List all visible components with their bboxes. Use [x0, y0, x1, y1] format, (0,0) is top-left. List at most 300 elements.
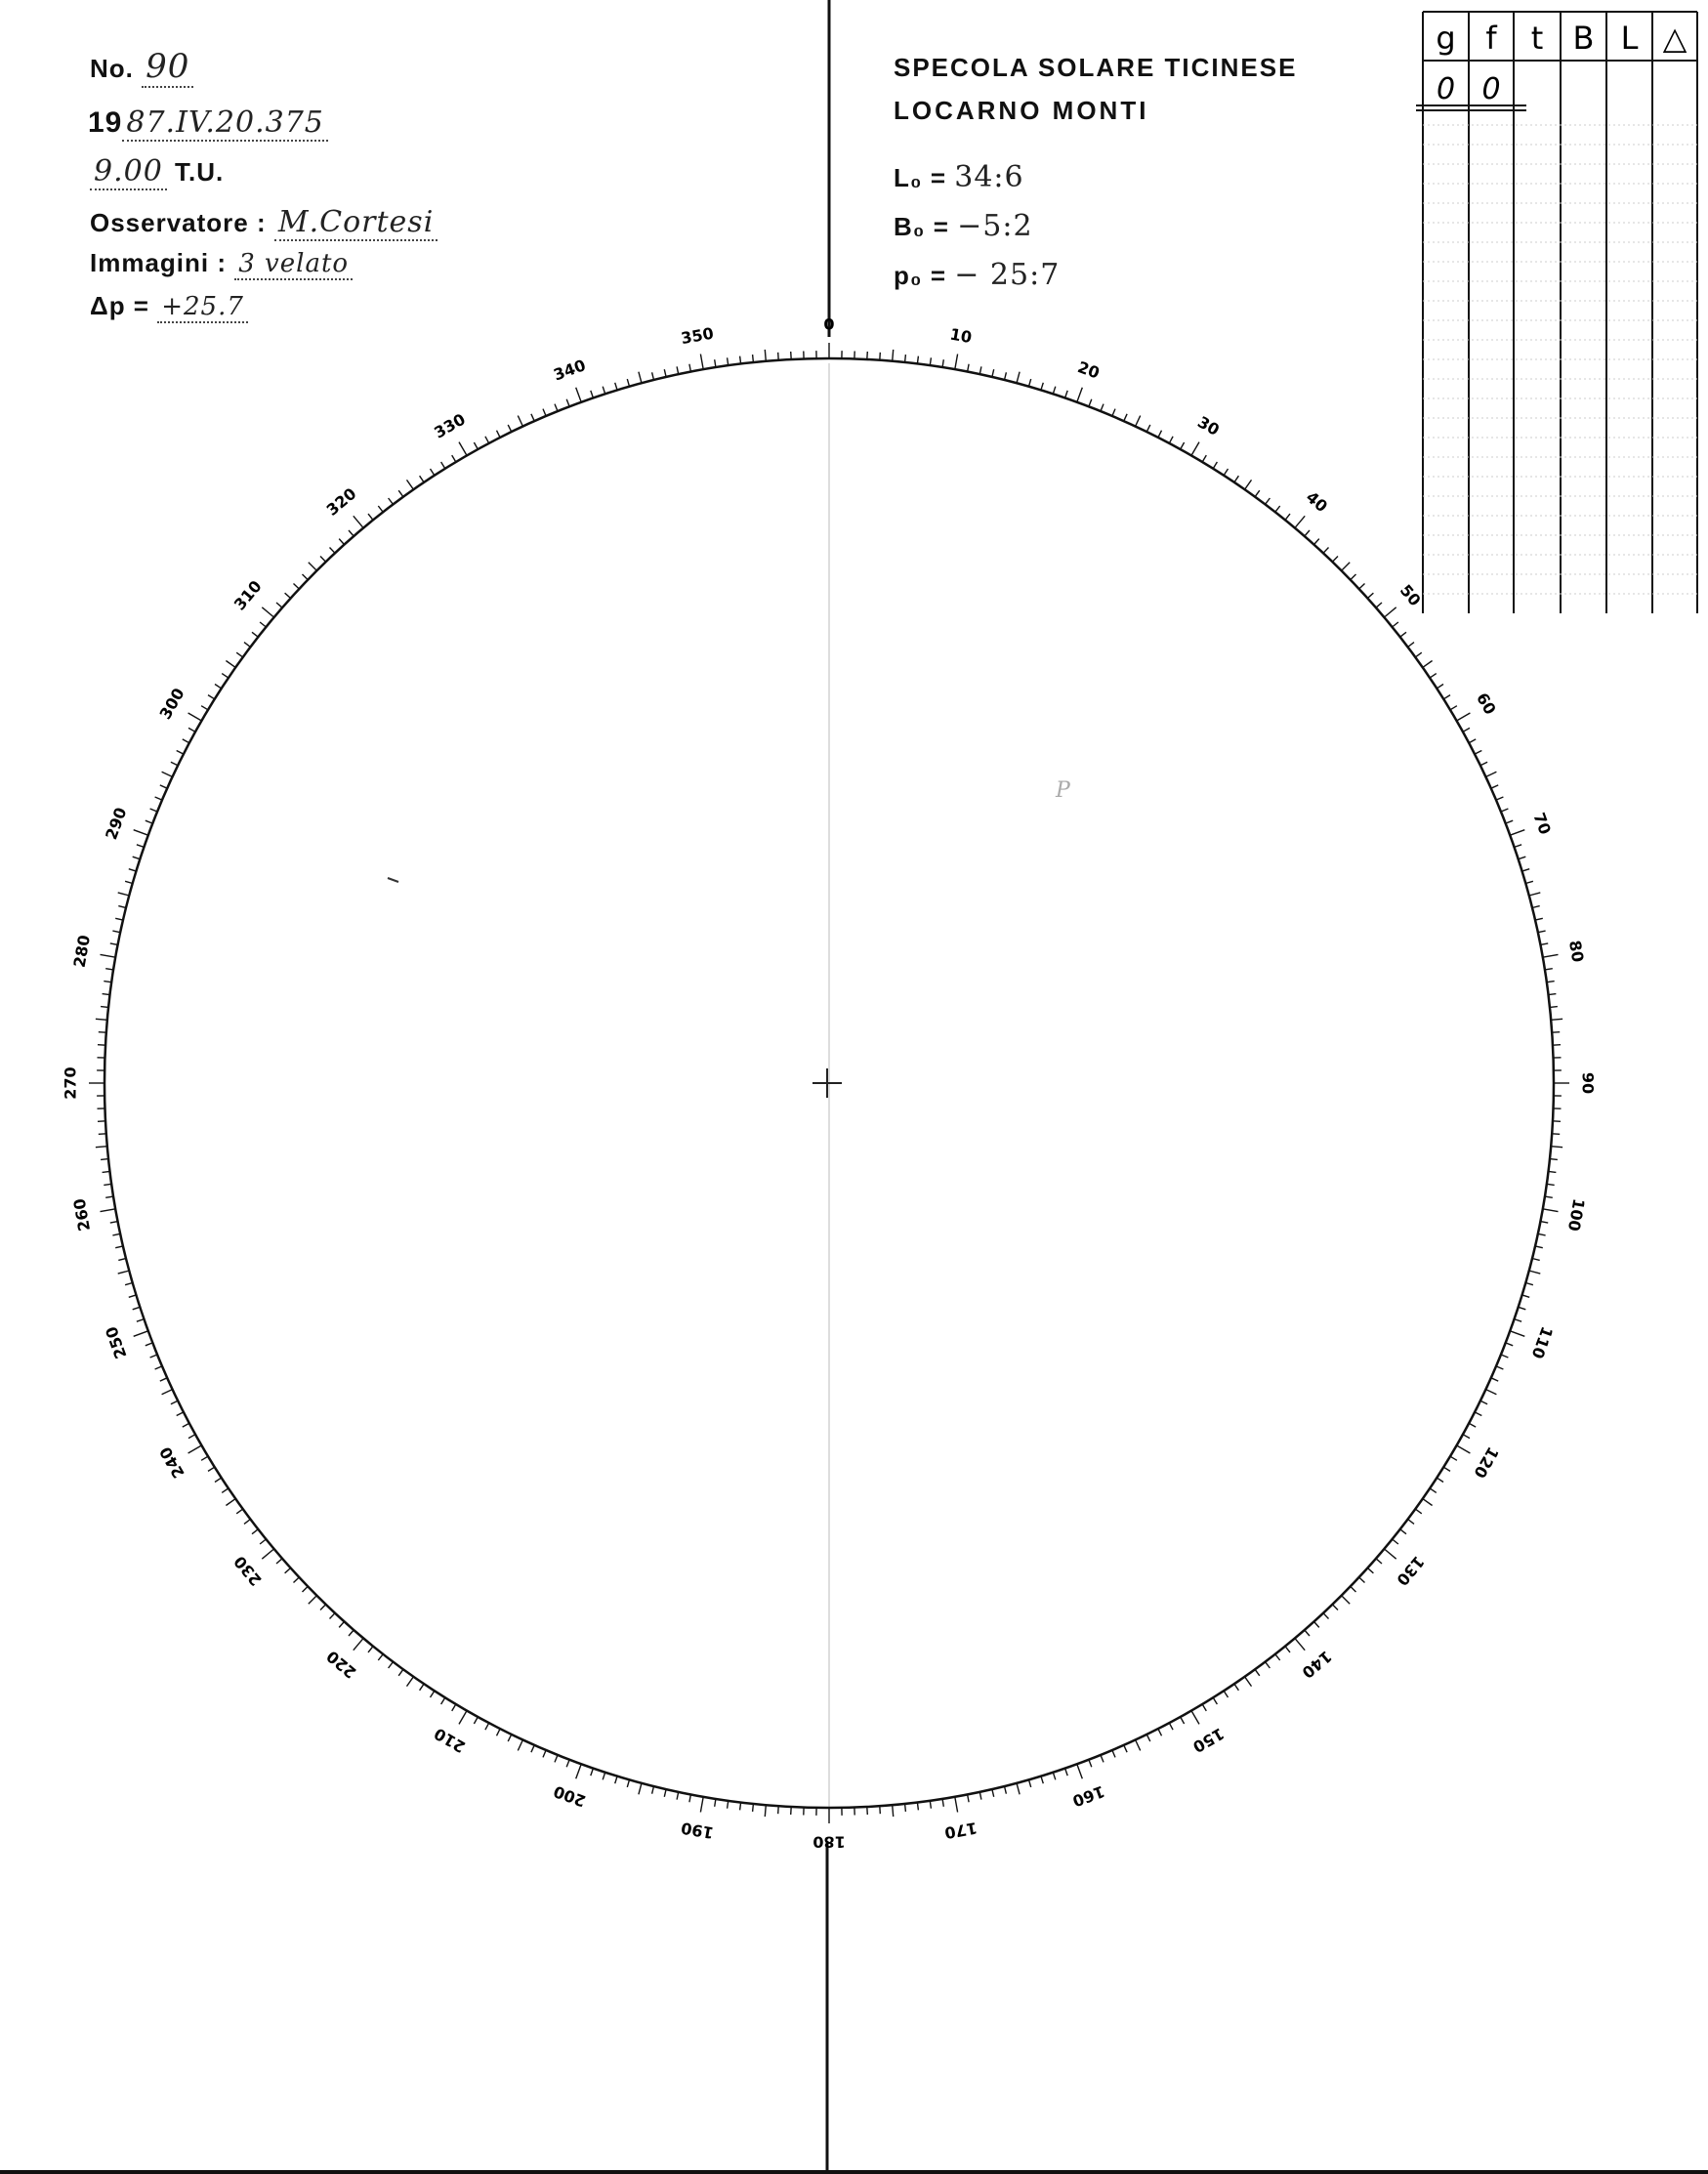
- dial-tick: [791, 352, 792, 359]
- dial-tick: [639, 1783, 642, 1795]
- dial-tick: [942, 359, 943, 367]
- dial-tick: [591, 1769, 594, 1777]
- dial-tick: [285, 593, 291, 598]
- dial-tick: [1169, 437, 1173, 443]
- dial-tick-label: 10: [948, 324, 974, 348]
- dial-tick: [101, 1209, 116, 1212]
- dial-tick: [1367, 593, 1373, 598]
- dial-tick: [1367, 1568, 1373, 1573]
- dial-tick: [1480, 1401, 1487, 1404]
- dial-tick: [1510, 830, 1524, 836]
- dial-tick: [1041, 383, 1043, 391]
- dial-tick: [753, 1804, 754, 1812]
- dial-tick: [652, 372, 654, 380]
- dial-tick: [222, 1488, 229, 1493]
- dial-tick: [294, 1577, 300, 1583]
- dial-tick: [1415, 1509, 1422, 1514]
- dial-tick: [1136, 1740, 1141, 1751]
- dial-tick: [1089, 399, 1092, 407]
- dial-tick: [183, 739, 189, 743]
- dial-tick: [115, 1246, 123, 1248]
- dial-tick: [1486, 1390, 1497, 1395]
- dial-tick: [1384, 607, 1396, 617]
- dial-tick-label: 90: [1578, 1071, 1598, 1095]
- dial-tick: [452, 455, 456, 462]
- dial-tick: [1393, 622, 1398, 627]
- dial-tick: [1332, 557, 1338, 563]
- dial-tick: [129, 1295, 137, 1297]
- dial-tick: [603, 387, 605, 395]
- dial-tick: [1529, 1271, 1541, 1274]
- dial-tick: [354, 1638, 363, 1650]
- dial-tick: [576, 1764, 582, 1778]
- table-cell: 0: [1436, 72, 1456, 106]
- dial-tick: [1430, 674, 1437, 679]
- dial-tick: [236, 1509, 243, 1514]
- dial-tick: [118, 893, 130, 896]
- dial-tick: [103, 994, 110, 995]
- dial-tick: [134, 830, 148, 836]
- dial-tick: [125, 881, 133, 883]
- dial-tick: [155, 797, 162, 800]
- dial-tick: [1181, 1717, 1185, 1724]
- dial-tick: [1538, 931, 1546, 933]
- table-cell: 0: [1481, 72, 1501, 106]
- dial-tick: [1224, 469, 1228, 476]
- dial-tick: [1384, 1549, 1396, 1559]
- dial-tick: [452, 1704, 456, 1711]
- number-value: 90: [142, 47, 193, 88]
- observer-value: M.Cortesi: [274, 205, 437, 241]
- dial-tick: [1532, 906, 1540, 908]
- dial-tick: [1515, 845, 1522, 848]
- dial-tick: [244, 643, 250, 648]
- dial-tick: [177, 1412, 184, 1416]
- dial-tick: [162, 1390, 173, 1395]
- dial-tick: [1359, 1577, 1365, 1583]
- dial-tick: [1351, 1586, 1356, 1592]
- dial-tick-label: 60: [1473, 690, 1500, 718]
- dial-tick: [339, 1621, 344, 1627]
- dial-tick: [1053, 1773, 1056, 1780]
- dial-tick: [105, 969, 113, 970]
- dial-tick: [867, 1807, 868, 1815]
- dial-tick: [652, 1786, 654, 1794]
- dial-tick: [201, 1456, 208, 1460]
- dial-tick: [171, 1401, 178, 1404]
- dial-tick: [1342, 1596, 1351, 1605]
- dial-tick: [1029, 379, 1031, 387]
- dial-tick: [98, 1045, 105, 1046]
- dial-tick: [98, 1121, 105, 1122]
- dial-tick: [1469, 739, 1476, 743]
- dial-tick: [215, 1478, 222, 1482]
- dial-tick: [155, 1366, 162, 1369]
- dial-tick: [1202, 455, 1206, 462]
- dial-tick: [1519, 857, 1526, 859]
- dial-tick: [1266, 498, 1271, 504]
- dial-tick: [1275, 1654, 1280, 1660]
- dial-tick-label: 220: [322, 1647, 360, 1683]
- dial-tick: [917, 356, 918, 364]
- dial-tick: [1510, 1331, 1524, 1337]
- dial-tick: [728, 357, 729, 365]
- dial-tick: [459, 1711, 467, 1725]
- dial-tick: [162, 772, 173, 776]
- dial-tick: [1545, 969, 1553, 970]
- dial-tick: [133, 857, 141, 859]
- dial-tick: [1017, 1783, 1020, 1795]
- dial-tick: [700, 355, 703, 370]
- dial-tick: [778, 1806, 779, 1814]
- dial-tick: [146, 1343, 153, 1346]
- dial-tick: [1540, 1222, 1548, 1224]
- dial-tick: [1213, 462, 1217, 469]
- dial-tick: [1496, 1366, 1503, 1369]
- dial-tick-label: 280: [69, 933, 95, 970]
- dial-tick: [459, 442, 467, 456]
- dial-tick: [110, 1222, 118, 1224]
- dial-tick: [778, 353, 779, 360]
- dial-tick: [1017, 372, 1020, 384]
- dial-tick: [677, 366, 679, 374]
- dial-tick: [1491, 785, 1498, 788]
- dial-tick: [955, 355, 958, 370]
- dial-tick: [215, 685, 222, 689]
- dial-tick-label: 50: [1396, 580, 1425, 610]
- dial-tick: [112, 1233, 120, 1235]
- dial-tick: [1501, 1355, 1508, 1358]
- dial-tick-label: 270: [61, 1066, 80, 1100]
- dial-tick: [1376, 1559, 1382, 1564]
- dial-tick: [407, 1677, 414, 1687]
- dial-tick: [1506, 820, 1514, 823]
- dial-tick-label: 350: [679, 323, 716, 349]
- dial-tick: [1491, 1378, 1498, 1381]
- l0-value: 34:6: [954, 160, 1024, 194]
- dial-tick: [543, 1750, 546, 1757]
- dial-tick: [1101, 1755, 1104, 1762]
- dial-tick: [1519, 1307, 1526, 1310]
- dial-tick: [1077, 388, 1083, 402]
- dial-tick: [880, 353, 881, 360]
- dial-tick: [1501, 809, 1508, 812]
- dial-tick: [137, 1319, 145, 1322]
- dial-tick: [1551, 1019, 1562, 1020]
- dial-tick: [791, 1807, 792, 1815]
- dial-tick: [508, 1735, 512, 1741]
- dial-tick: [1543, 1209, 1559, 1212]
- dial-tick: [188, 1445, 202, 1453]
- dial-tick-label: 150: [1189, 1724, 1228, 1757]
- dial-tick: [378, 1654, 383, 1660]
- dial-tick: [188, 1435, 195, 1439]
- dial-tick: [420, 476, 425, 482]
- dial-tick: [1255, 1669, 1260, 1676]
- dial-tick: [1553, 1045, 1561, 1046]
- dial-tick: [1295, 516, 1305, 527]
- dial-tick: [441, 1697, 445, 1704]
- dial-tick: [955, 1797, 958, 1813]
- dial-tick: [1332, 1605, 1338, 1610]
- table-header-cell: △: [1662, 20, 1687, 57]
- dial-tick: [1437, 1478, 1443, 1482]
- dial-tick: [1450, 706, 1457, 710]
- delta-p-value: +25.7: [157, 292, 248, 323]
- dial-tick: [1124, 414, 1127, 421]
- dial-tick-label: 120: [1470, 1443, 1503, 1482]
- dial-tick: [1323, 548, 1329, 554]
- dial-tick: [677, 1792, 679, 1800]
- dial-tick-label: 140: [1298, 1647, 1336, 1683]
- dial-tick: [101, 1159, 108, 1160]
- dial-tick: [1522, 1295, 1530, 1297]
- dial-tick: [1053, 387, 1056, 395]
- dial-tick: [389, 498, 394, 504]
- dial-tick: [226, 661, 235, 668]
- dial-tick: [1305, 1630, 1310, 1636]
- dial-tick: [208, 1467, 215, 1471]
- dial-tick-label: 40: [1302, 487, 1332, 517]
- dial-tick: [1181, 442, 1185, 449]
- dial-tick: [101, 1007, 108, 1008]
- dial-tick: [1359, 584, 1365, 590]
- dial-tick-label: 200: [551, 1781, 589, 1811]
- institution-line1: SPECOLA SOLARE TICINESE: [894, 53, 1298, 82]
- dial-tick-label: 30: [1194, 412, 1223, 439]
- dial-tick: [555, 1755, 558, 1762]
- dial-tick: [1443, 1467, 1450, 1471]
- dial-tick: [576, 388, 582, 402]
- number-label: No.: [90, 54, 134, 83]
- dial-tick: [893, 1805, 894, 1817]
- dial-tick: [420, 1684, 425, 1691]
- dial-tick-label: 330: [431, 409, 469, 442]
- dial-tick: [1543, 954, 1559, 957]
- dial-tick-label: 80: [1564, 939, 1588, 964]
- dial-tick: [330, 1613, 336, 1619]
- dial-tick: [905, 1804, 906, 1812]
- delta-p-label: Δp =: [90, 291, 149, 320]
- dial-tick: [1089, 1760, 1092, 1768]
- dial-tick: [1475, 751, 1481, 755]
- table-header-cell: f: [1485, 20, 1497, 57]
- b0-label: B₀ =: [894, 212, 949, 241]
- dial-tick: [201, 706, 208, 710]
- dial-tick: [303, 574, 309, 580]
- dial-tick: [276, 1559, 282, 1564]
- dial-tick: [389, 1662, 394, 1668]
- dial-tick: [543, 409, 546, 416]
- dial-tick-label: 190: [679, 1818, 716, 1843]
- dial-tick: [1486, 772, 1497, 776]
- dial-tick: [101, 954, 116, 957]
- dial-tick: [1423, 661, 1433, 668]
- dial-tick-label: 20: [1075, 357, 1103, 383]
- dial-tick: [715, 359, 716, 367]
- dial-tick: [99, 1134, 106, 1135]
- dial-tick: [320, 1605, 326, 1610]
- dial-tick-label: 0: [823, 314, 835, 334]
- dial-tick: [150, 809, 157, 812]
- dial-tick: [1191, 442, 1199, 456]
- table-header-cell: B: [1572, 20, 1595, 57]
- dial-tick: [1376, 603, 1382, 607]
- dial-tick: [566, 399, 569, 407]
- dial-tick: [1549, 1171, 1557, 1172]
- dial-tick: [867, 352, 868, 359]
- dial-tick: [188, 728, 195, 732]
- dial-tick: [1463, 1435, 1470, 1439]
- dial-tick: [1550, 1007, 1558, 1008]
- dial-tick: [1314, 539, 1319, 545]
- dial-tick: [627, 1779, 629, 1787]
- dial-tick: [1305, 530, 1310, 536]
- dial-tick: [1538, 1233, 1546, 1235]
- dial-tick: [1112, 1750, 1115, 1757]
- p0-value: − 25:7: [954, 258, 1061, 292]
- dial-tick: [96, 1147, 107, 1148]
- dial-tick: [1552, 1032, 1560, 1033]
- dial-tick: [689, 364, 691, 372]
- dial-tick-label: 170: [942, 1818, 979, 1843]
- dial-tick: [1532, 1259, 1540, 1261]
- dial-tick: [979, 366, 981, 374]
- dial-tick-label: 340: [551, 355, 589, 385]
- dial-tick: [188, 713, 202, 721]
- dial-tick: [303, 1586, 309, 1592]
- dial-tick: [133, 1307, 141, 1310]
- dial-tick: [1255, 490, 1260, 497]
- dial-tick: [1234, 1684, 1239, 1691]
- dial-tick: [1552, 1134, 1560, 1135]
- dial-tick: [1295, 1638, 1305, 1650]
- dial-tick: [226, 1499, 235, 1506]
- dial-tick: [1423, 1499, 1433, 1506]
- dial-tick: [118, 906, 126, 908]
- dial-tick: [1029, 1779, 1031, 1787]
- dial-tick: [555, 404, 558, 411]
- dial-tick: [566, 1760, 569, 1768]
- dial-tick: [99, 1032, 106, 1033]
- dial-tick: [262, 607, 273, 617]
- dial-tick: [518, 1740, 522, 1751]
- dial-tick: [1469, 1423, 1476, 1427]
- dial-tick: [905, 355, 906, 362]
- dial-tick: [917, 1803, 918, 1811]
- dial-tick: [715, 1799, 716, 1807]
- dial-tick: [1457, 713, 1471, 721]
- dial-tick: [1351, 574, 1356, 580]
- dial-tick: [1065, 391, 1068, 398]
- dial-tick: [740, 1803, 741, 1811]
- dial-tick: [968, 364, 970, 372]
- dial-tick: [1005, 1786, 1007, 1794]
- dial-tick: [208, 695, 215, 699]
- dial-tick-label: 240: [155, 1443, 188, 1482]
- dial-tick-label: 180: [812, 1832, 846, 1852]
- dial-tick: [1549, 994, 1557, 995]
- dial-tick: [378, 506, 383, 512]
- dial-tick: [1275, 506, 1280, 512]
- dial-tick: [728, 1801, 729, 1809]
- dial-tick: [1202, 1704, 1206, 1711]
- observation-table: [1416, 12, 1697, 613]
- dial-tick: [518, 416, 522, 427]
- images-value: 3 velato: [234, 249, 353, 280]
- dial-tick: [431, 1691, 435, 1697]
- dial-tick: [1101, 404, 1104, 411]
- dial-tick: [1323, 1613, 1329, 1619]
- dial-tick: [104, 1184, 111, 1185]
- dial-tick: [992, 1789, 994, 1797]
- dial-tick: [1525, 881, 1533, 883]
- dial-tick: [497, 431, 501, 438]
- dial-tick: [125, 1283, 133, 1285]
- dial-tick: [1496, 797, 1503, 800]
- observer-label: Osservatore :: [90, 208, 267, 237]
- dial-tick: [474, 1717, 478, 1724]
- dial-tick: [1529, 893, 1541, 896]
- dial-tick: [1415, 652, 1422, 657]
- dial-tick: [171, 762, 178, 766]
- dial-tick: [1285, 1647, 1290, 1652]
- dial-tick: [1169, 1723, 1173, 1730]
- time-unit: T.U.: [175, 157, 225, 187]
- dial-tick: [118, 1271, 130, 1274]
- dial-tick: [1522, 869, 1530, 871]
- dial-tick-label: 110: [1527, 1323, 1557, 1361]
- time-value: 9.00: [90, 154, 167, 190]
- dial-tick: [260, 1539, 266, 1544]
- dial-tick: [765, 1805, 766, 1817]
- dial-tick: [236, 652, 243, 657]
- dial-tick: [930, 1801, 931, 1809]
- dial-tick: [508, 425, 512, 432]
- dial-tick-label: 250: [102, 1323, 131, 1361]
- dial-tick-label: 260: [69, 1196, 95, 1233]
- dial-tick: [96, 1019, 107, 1020]
- dial-tick: [330, 548, 336, 554]
- dial-tick: [1480, 762, 1487, 766]
- dial-tick: [320, 557, 326, 563]
- dial-tick: [244, 1520, 250, 1525]
- dial-tick: [183, 1423, 189, 1427]
- dial-tick: [407, 480, 414, 489]
- dial-tick: [112, 931, 120, 933]
- dial-tick: [689, 1794, 691, 1802]
- dial-tick: [968, 1794, 970, 1802]
- dial-tick: [942, 1799, 943, 1807]
- dial-tick: [150, 1355, 157, 1358]
- b0-value: −5:2: [957, 209, 1033, 243]
- dial-tick: [309, 563, 317, 571]
- dial-tick-label: 130: [1393, 1552, 1429, 1590]
- dial-tick: [979, 1792, 981, 1800]
- dial-tick: [1266, 1662, 1271, 1668]
- dial-tick: [368, 514, 373, 520]
- dial-tick-label: 320: [322, 483, 360, 520]
- dial-tick: [1550, 1159, 1558, 1160]
- dial-tick: [1065, 1769, 1068, 1777]
- dial-tick: [1463, 728, 1470, 732]
- p0-label: p₀ =: [894, 261, 947, 290]
- dial-tick: [339, 539, 344, 545]
- dial-tick: [1553, 1121, 1561, 1122]
- dial-tick: [497, 1729, 501, 1735]
- dial-tick: [627, 379, 629, 387]
- dial-tick: [1285, 514, 1290, 520]
